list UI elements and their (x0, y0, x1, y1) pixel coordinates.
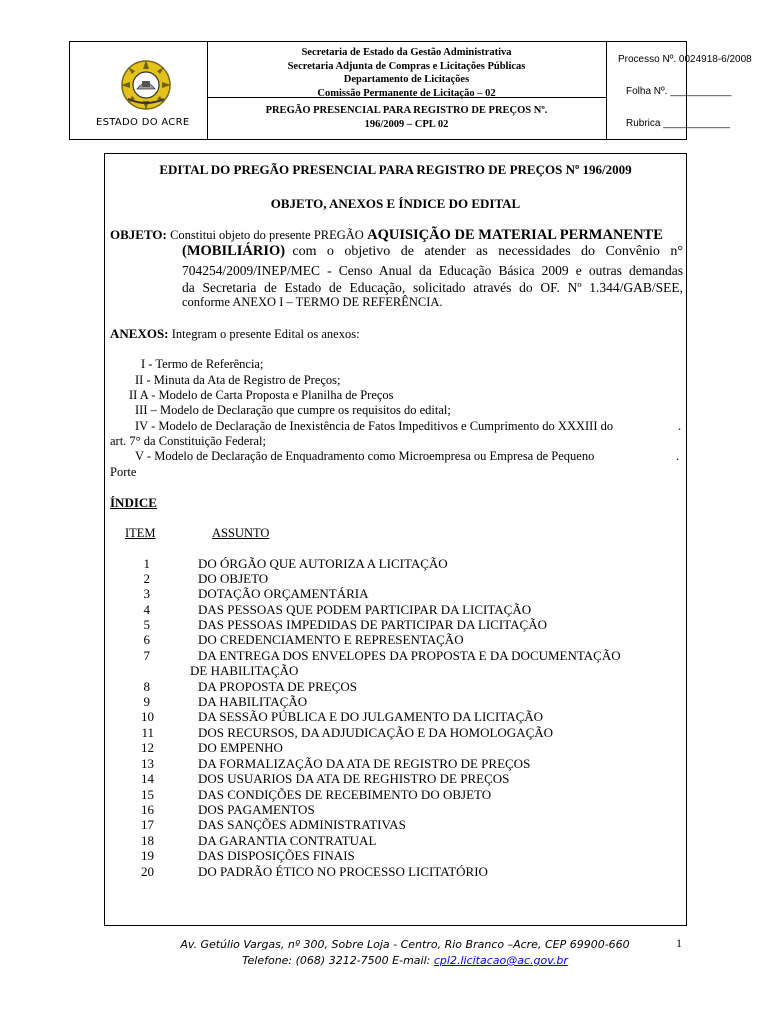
annex-item: V - Modelo de Declaração de Enquadramento como Microempresa ou Empresa de Pequeno (135, 449, 595, 463)
rubrica-field: Rubrica ____________ (626, 118, 730, 129)
footer-address: Av. Getúlio Vargas, nº 300, Sobre Loja - Centro, Rio Branco –Acre, CEP 69900-660 (180, 938, 630, 951)
org-line: Comissão Permanente de Licitação – 02 (317, 87, 496, 99)
document-title: EDITAL DO PREGÃO PRESENCIAL PARA REGISTRO DE PREÇOS Nº 196/2009 (159, 162, 632, 177)
objeto-section (110, 227, 663, 244)
index-heading: ÍNDICE (110, 495, 157, 510)
footer-email-link[interactable]: cpl2.licitacao@ac.gov.br (433, 954, 568, 967)
annex-item: I - Termo de Referência; (141, 357, 264, 371)
header-organization-cell (207, 42, 607, 139)
auction-reference (207, 104, 606, 131)
annex-item: IV - Modelo de Declaração de Inexistência de Fatos Impeditivos e Cumprimento do XXXIII do (135, 419, 614, 433)
objeto-intro: Constitui objeto do presente PREGÃO (170, 228, 364, 242)
objeto-highlight-2: (MOBILIÁRIO) (182, 243, 286, 259)
objeto-line-4: da Secretaria de Estado de Educação, solicitado através do OF. Nº 1.344/GAB/SEE, (182, 280, 683, 295)
annex-item: II A - Modelo de Carta Proposta e Planilha de Preços (129, 388, 394, 402)
annex-dot: . (678, 419, 682, 433)
footer-contact (170, 954, 640, 967)
index-col-item: ITEM (125, 526, 156, 540)
objeto-text: com o objetivo de atender as necessidades do Convênio n° (292, 244, 684, 259)
objeto-line-3: 704254/2009/INEP/MEC - Censo Anual da Educação Básica 2009 e outras demandas (182, 263, 683, 278)
annex-item-cont: art. 7° da Constituição Federal; (110, 434, 266, 448)
annex-item: II - Minuta da Ata de Registro de Preços; (135, 373, 341, 387)
annex-item-cont: Porte (110, 465, 137, 479)
page-number: 1 (676, 936, 682, 950)
org-line: Secretaria de Estado da Gestão Administrativa (301, 47, 512, 58)
organization-block (207, 46, 606, 100)
objeto-line-5: conforme ANEXO I – TERMO DE REFERÊNCIA. (182, 295, 443, 309)
state-coat-of-arms-logo (120, 59, 172, 111)
header-divider (207, 97, 606, 98)
document-subtitle: OBJETO, ANEXOS E ÍNDICE DO EDITAL (270, 196, 521, 211)
state-name: ESTADO DO ACRE (96, 117, 190, 128)
annex-item: III – Modelo de Declaração que cumpre os requisitos do edital; (135, 403, 451, 417)
folha-field: Folha Nº. ___________ (626, 86, 732, 97)
anexos-section (110, 326, 360, 342)
annex-dot: . (676, 449, 680, 463)
auction-line: 196/2009 – CPL 02 (364, 118, 449, 130)
footer-phone: Telefone: (068) 3212-7500 E-mail: (242, 954, 431, 967)
objeto-label: OBJETO: (110, 227, 167, 242)
objeto-line-2 (182, 243, 683, 260)
logo-cell (70, 42, 208, 139)
org-line: Departamento de Licitações (343, 74, 470, 85)
document-header (69, 41, 752, 140)
auction-line: PREGÃO PRESENCIAL PARA REGISTRO DE PREÇOS Nº. (265, 105, 548, 116)
objeto-highlight: AQUISIÇÃO DE MATERIAL PERMANENTE (367, 227, 663, 243)
anexos-intro: Integram o presente Edital os anexos: (171, 327, 360, 341)
index-col-subject: ASSUNTO (212, 526, 270, 540)
process-number: Processo Nº. 0024918-6/2008 (618, 54, 752, 65)
header-control-cell (606, 42, 752, 139)
anexos-label: ANEXOS: (110, 326, 169, 341)
org-line: Secretaria Adjunta de Compras e Licitações Públicas (287, 60, 526, 72)
